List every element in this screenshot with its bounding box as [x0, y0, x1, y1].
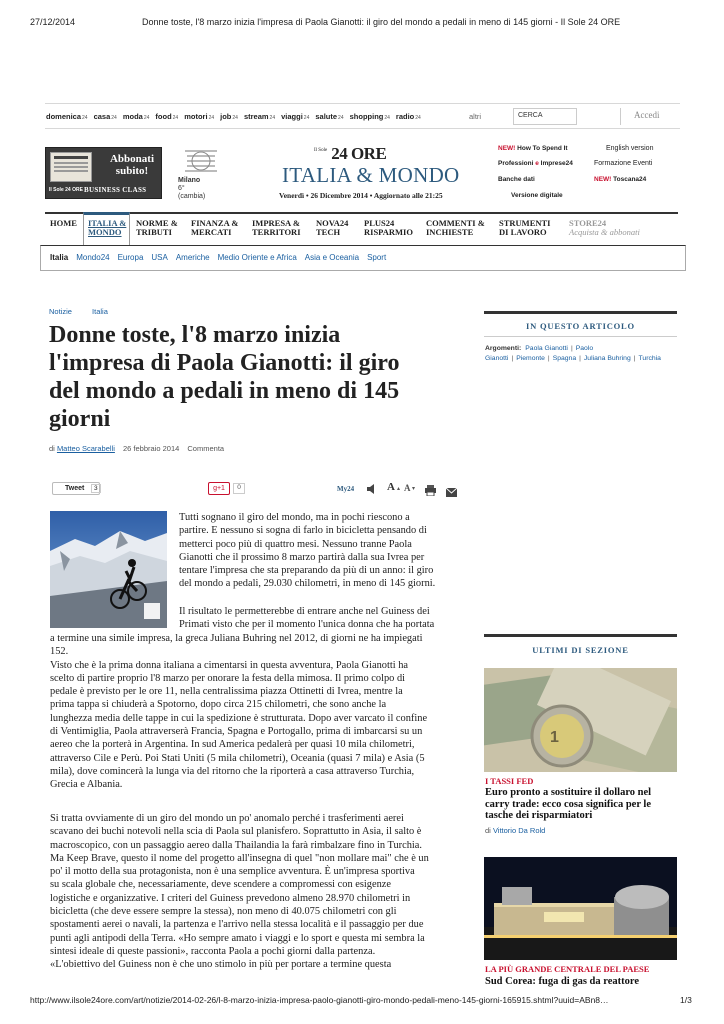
top-nav-item[interactable] — [396, 112, 421, 121]
weather-change[interactable]: (cambia) — [178, 193, 206, 200]
topic-tag-link[interactable]: Spagna — [552, 354, 577, 362]
top-nav-item[interactable] — [155, 112, 178, 121]
top-nav-item[interactable] — [94, 112, 117, 121]
nav-italia-2: MONDO — [88, 227, 122, 237]
chevron-up-icon[interactable]: ▴ — [397, 486, 401, 492]
svg-text:1: 1 — [550, 729, 559, 746]
top-nav-item-label: viaggi — [281, 112, 303, 121]
top-nav-item-label: domenica — [46, 112, 82, 121]
dateline: Venerdì • 26 Dicembre 2014 • Aggiornato alle 21:25 — [279, 191, 443, 200]
article-line: Visto che è la prima donna italiana a cimentarsi in questa avventura, Paola Gianotti ha — [50, 659, 409, 671]
ultimi-di-sezione-box — [484, 634, 677, 662]
new-badge-1: NEW! — [498, 145, 516, 152]
story1-photo[interactable] — [484, 668, 677, 772]
tag-separator: | — [511, 354, 514, 362]
article-line: po' il motto della sua protagonista, non è una semplice avventura. È un'impresa sportiva — [50, 866, 415, 878]
print-date: 27/12/2014 — [30, 17, 76, 27]
print-icon[interactable] — [425, 483, 436, 494]
tweet-button[interactable] — [52, 482, 100, 495]
sub-nav-item[interactable]: Italia — [50, 253, 69, 262]
article-line: attraverso Cile e Perù. Poi Stati Uniti (5 mila chilometri), Oceania (quasi 7 mila) e Asia (5 — [50, 752, 425, 764]
story1-byline — [485, 826, 545, 835]
top-nav-item[interactable] — [281, 112, 309, 121]
article-paragraph-2 — [50, 632, 470, 792]
tag-separator: | — [633, 354, 636, 362]
article-line: spostamenti aerei o navali, la partenza e l'arrivo nella stessa località e il passaggio per due — [50, 919, 424, 931]
nav-store-2: Acquista & abbonati — [569, 227, 640, 237]
tweet-label: Tweet — [65, 485, 85, 492]
link2-a: Professioni — [498, 160, 534, 167]
search-input[interactable]: CERCA — [513, 108, 577, 125]
article-line: 152. — [50, 646, 69, 658]
sub-nav-item[interactable]: USA — [151, 253, 168, 262]
article-line: pedale è previsto per le ore 11, nella centralissima piazza Ottinetti di Ivrea, mentre la — [50, 686, 403, 698]
tag-separator: | — [570, 345, 573, 352]
article-line: Il risultato le permetterebbe di entrare anche nel Guiness dei — [179, 606, 430, 617]
story2-title[interactable]: Sud Corea: fuga di gas da reattore — [485, 976, 640, 987]
weather-city: Milano — [178, 177, 201, 184]
article-line: Si tratta ovviamente di un giro del mondo un po' anomalo perché i trasferimenti aerei — [50, 813, 404, 824]
author-link[interactable]: Matteo Scarabelli — [56, 444, 115, 453]
top-nav-item-label: job — [220, 112, 232, 121]
sub-nav-item[interactable]: Sport — [367, 253, 387, 262]
article-line: tentare l'impresa che sta preparando da più di un anno: il giro — [179, 565, 434, 577]
article-line: su scala globale che, necessariamente, deve scendere a compromessi con esigenze — [50, 879, 392, 891]
article-paragraph-3 — [50, 812, 470, 972]
story2-kicker: LA PIÙ GRANDE CENTRALE DEL PAESE — [485, 964, 650, 974]
link-versione-digitale[interactable]: Versione digitale — [511, 192, 563, 199]
my24-button[interactable]: My24 — [337, 485, 355, 493]
article-line: a termine una simile impresa, la greca Juliana Buhring nel 2012, di giorni ne ha impiegati — [50, 633, 423, 644]
tag-separator: | — [579, 354, 581, 362]
article-line: del mondo a pedali, 29.030 chilometri, in meno di 145 giorni. — [179, 578, 436, 590]
top-nav-item-suffix: 24 — [415, 115, 421, 121]
top-nav-item[interactable] — [220, 112, 238, 121]
byline-di: di — [49, 444, 55, 453]
story1-kicker: I TASSI FED — [485, 776, 534, 786]
in-questo-articolo-box — [484, 311, 677, 337]
breadcrumb-notizie[interactable]: Notizie — [49, 307, 72, 316]
article-paragraph-2-narrow — [179, 605, 464, 632]
article-line: macroscopico, con un passaggio aereo dalla Thailandia la farà rimbalzare fino in Turchia. — [50, 839, 423, 851]
sub-nav — [40, 245, 686, 271]
topic-tag-link[interactable]: Paolo Gianotti — [485, 345, 594, 362]
topic-tag-link[interactable]: Turchia — [638, 354, 661, 362]
story1-title-line: Euro pronto a sostituire il dollaro nel — [485, 787, 652, 798]
nav-impresa-territori[interactable] — [252, 219, 301, 237]
weather-icon — [181, 146, 221, 174]
story1-title[interactable] — [485, 787, 681, 822]
nav-finanza-2: MERCATI — [191, 227, 232, 237]
topic-tag-link[interactable]: Juliana Buhring — [583, 354, 631, 362]
nav-plus-2: RISPARMIO — [364, 227, 413, 237]
nav-strumenti-2: DI LAVORO — [499, 227, 547, 237]
top-nav-bar — [45, 103, 680, 129]
link-formazione-eventi[interactable]: Formazione Eventi — [594, 160, 653, 167]
story2-photo[interactable] — [484, 857, 677, 960]
top-nav-item-label: stream — [243, 112, 269, 121]
article-line: aereo che la porterà in Argentina. In sud America pedalerà per quasi 10 mila chilometri, — [50, 739, 415, 751]
article-line: partire. E nessuno si sogna di farlo in bicicletta pensando di — [179, 525, 427, 537]
nav-strumenti-lavoro[interactable] — [499, 219, 550, 237]
nav-impresa-2: TERRITORI — [252, 227, 301, 237]
byline — [49, 444, 224, 453]
nav-home[interactable]: HOME — [50, 218, 77, 228]
sub-nav-item[interactable]: Europa — [117, 253, 144, 262]
sub-nav-item[interactable]: Asia e Oceania — [304, 253, 360, 262]
new-badge-2: NEW! — [594, 176, 612, 183]
article-line: «L'obiettivo del Guiness non è che uno stimolo in più per portare a termine questa — [50, 959, 392, 971]
nav-commenti-1: COMMENTI & — [426, 218, 485, 228]
article-line: Gianotti che il prossimo 8 marzo partirà dalla sua Ivrea per — [179, 551, 425, 563]
ad-line1: Abbonati — [109, 153, 155, 165]
page-number: 1/3 — [680, 995, 692, 1005]
article-line: di Ventimiglia, Paola attraverserà Francia, Spagna e Portogallo, prima di imbarcarsi su un — [50, 726, 423, 738]
nav-finanza-1: FINANZA & — [191, 218, 239, 228]
article-line: Tutti sognano il giro del mondo, ma in pochi riescono a — [179, 512, 410, 523]
font-larger-button[interactable]: A — [387, 481, 395, 493]
top-nav-item-label: food — [155, 112, 172, 121]
article-line: Primati visto che per il momento l'unica donna che ha portata — [179, 619, 435, 631]
article-line: prima tappa si chiuderà a Spotorno, dopo circa 215 chilometri, che sono anche la — [50, 699, 387, 711]
top-nav-item-suffix: 24 — [338, 115, 344, 121]
top-nav-item-suffix: 24 — [303, 115, 310, 121]
ad-product: BUSINESS CLASS — [84, 186, 147, 194]
section-title: ITALIA & MONDO — [282, 163, 460, 187]
story1-di: di — [485, 826, 491, 835]
link-banche-dati[interactable]: Banche dati — [498, 176, 535, 183]
gplus-button[interactable]: g+1 — [208, 482, 230, 495]
logo-main: 24 ORE — [331, 144, 387, 163]
article-line: Grecia e Albania. — [50, 779, 123, 791]
article-line: scavano dei buchi notevoli nella scia di Paola sul planisfero. Soprattutto in Asia, il salto è — [50, 826, 422, 838]
article-date: 26 febbraio 2014 — [122, 444, 180, 453]
top-nav-item-suffix: 24 — [384, 115, 390, 121]
top-nav-item-suffix: 24 — [172, 115, 179, 121]
top-nav-item-suffix: 24 — [143, 115, 150, 121]
tweet-count: 3 — [91, 484, 101, 493]
nav-nova24-tech[interactable] — [316, 219, 348, 237]
nav-plus-1: PLUS24 — [364, 218, 395, 228]
top-nav-item[interactable] — [46, 112, 88, 121]
top-nav-item-label: moda — [122, 112, 143, 121]
topic-tag-link[interactable]: Paola Gianotti — [525, 345, 568, 352]
main-nav — [45, 212, 678, 244]
nav-commenti-inchieste[interactable] — [426, 219, 485, 237]
tag-separator: | — [547, 354, 550, 362]
sub-nav-item[interactable]: Medio Oriente e Africa — [217, 253, 297, 262]
article-title-line: del mondo a pedali in meno di 145 — [49, 378, 400, 404]
breadcrumb-italia[interactable]: Italia — [92, 307, 108, 316]
article-line: bicicletta (che deve essere sempre la stessa), non meno di 40.075 chilometri con gli — [50, 906, 397, 918]
top-nav-item-label: radio — [395, 112, 415, 121]
top-nav-item[interactable] — [244, 112, 275, 121]
top-nav-item-suffix: 24 — [208, 115, 215, 121]
top-nav-item-label: shopping — [349, 112, 384, 121]
nav-commenti-2: INCHIESTE — [426, 227, 474, 237]
chevron-down-icon[interactable]: ▾ — [412, 486, 416, 492]
top-nav-item-suffix: 24 — [232, 115, 238, 121]
audio-icon[interactable] — [367, 482, 377, 494]
ad-line2: subito! — [115, 165, 149, 177]
article-line: sintesi ideale di queste passioni», racconta Paola a pochi giorni dalla partenza. — [50, 945, 376, 957]
nav-store24[interactable] — [569, 219, 640, 237]
in-questo-heading: IN QUESTO ARTICOLO — [526, 321, 635, 331]
link-how-to-spend-it[interactable] — [498, 145, 568, 152]
breadcrumb — [49, 307, 108, 316]
top-nav-items — [46, 112, 421, 121]
ad-brand: Il Sole 24 ORE — [49, 187, 83, 193]
nav-norme-2: TRIBUTI — [136, 227, 172, 237]
nav-italia-mondo[interactable] — [83, 212, 130, 246]
link7-label: Toscana24 — [613, 176, 647, 183]
top-nav-altri[interactable]: altri — [469, 112, 482, 121]
nav-italia-1: ITALIA & — [88, 218, 127, 228]
nav-plus24-risparmio[interactable] — [364, 219, 413, 237]
top-nav-item[interactable] — [350, 112, 390, 121]
article-title-line: l'impresa di Paola Gianotti: il giro — [49, 350, 400, 376]
article-line: mila), dove comincerà la lunga via del ritorno che la riporterà a casa attraverso Turchia, — [50, 765, 415, 777]
article-title-line: giorni — [49, 406, 111, 432]
story1-title-line: tasche dei risparmiatori — [485, 810, 593, 821]
nav-finanza-mercati[interactable] — [191, 219, 238, 237]
article-title — [49, 321, 469, 433]
logo-small: Il Sole — [314, 148, 328, 153]
top-nav-item-suffix: 24 — [269, 115, 276, 121]
top-nav-item-suffix: 24 — [82, 115, 88, 121]
topic-tag-link[interactable]: Piemonte — [516, 354, 545, 362]
article-line: scelto di partire proprio l'8 marzo per onorare la festa della mimosa. Il primo colpo di — [50, 672, 406, 684]
top-nav-item[interactable] — [184, 112, 214, 121]
weather-temp: 6° — [178, 185, 185, 192]
top-nav-item[interactable] — [315, 112, 343, 121]
business-class-ad[interactable] — [45, 147, 162, 199]
article-title-line: Donne toste, l'8 marzo inizia — [49, 322, 341, 348]
gplus-count: 0 — [233, 483, 245, 494]
top-nav-item-label: casa — [93, 112, 111, 121]
link1-label: How To Spend It — [517, 145, 568, 152]
argomenti-label: Argomenti: — [485, 345, 522, 352]
footer-url: http://www.ilsole24ore.com/art/notizie/2014-02-26/l-8-marzo-inizia-impresa-paolo-gianotti-giro-mondo-pedali-meno-145-giorni-165915.shtml?uuid=ABn8… — [30, 995, 609, 1005]
nav-impresa-1: IMPRESA & — [252, 218, 300, 228]
nav-strumenti-1: STRUMENTI — [499, 218, 551, 228]
argomenti-tags — [485, 344, 679, 363]
nav-norme-1: NORME & — [136, 218, 178, 228]
link2-e: e — [535, 160, 539, 167]
link-toscana24[interactable] — [594, 176, 646, 183]
top-nav-item[interactable] — [123, 112, 150, 121]
article-paragraph-1 — [179, 511, 464, 591]
article-line: logistiche e organizzative. I criteri del Guiness prevedono almeno 28.970 chilometri in — [50, 892, 411, 904]
sub-nav-item[interactable]: Mondo24 — [76, 253, 110, 262]
newspaper-icon — [50, 152, 92, 182]
article-line: metterci poco più di quattro mesi. Nessuno tranne Paola — [179, 538, 412, 550]
top-nav-item-label: salute — [315, 112, 338, 121]
weather-widget[interactable] — [178, 177, 205, 201]
font-smaller-button[interactable]: A — [404, 483, 411, 493]
story1-title-line: carry trade: ecco cosa significa per le — [485, 798, 651, 810]
article-line: lunghezza media delle tappe in cui la spedizione è strutturata. Dopo aver varcato il confine — [50, 712, 428, 724]
link-english-version[interactable]: English version — [606, 145, 654, 152]
nav-norme-tributi[interactable] — [136, 219, 178, 237]
top-nav-item-label: motori — [184, 112, 208, 121]
sub-nav-item[interactable]: Americhe — [175, 253, 210, 262]
cyclist-photo — [50, 511, 167, 628]
article-line: punti agli antipodi della Terra. «Ho sempre amato i viaggi e lo sport e questa mi sembra la — [50, 932, 425, 944]
accedi-button[interactable]: Accedi — [620, 108, 678, 125]
link2-b: Imprese24 — [540, 160, 573, 167]
link-professioni-imprese[interactable] — [498, 160, 573, 167]
story1-author[interactable]: Vittorio Da Rold — [492, 826, 546, 835]
logo[interactable] — [314, 144, 386, 164]
top-nav-item-suffix: 24 — [111, 115, 117, 121]
comment-link[interactable]: Commenta — [187, 444, 225, 453]
article-line: Ma Keep Brave, questo il nome del progetto all'insegna di quel "non mollare mai" che è un — [50, 852, 429, 864]
nav-store-1: STORE24 — [569, 218, 607, 228]
ultimi-heading: ULTIMI DI SEZIONE — [532, 645, 629, 655]
print-title: Donne toste, l'8 marzo inizia l'impresa di Paola Gianotti: il giro del mondo a pedali in meno di 145 giorni - Il Sole 24 ORE — [142, 17, 621, 27]
sub-nav-items — [50, 253, 685, 262]
email-icon[interactable] — [446, 484, 457, 493]
nav-nova-1: NOVA24 — [316, 218, 349, 228]
nav-nova-2: TECH — [316, 227, 341, 237]
